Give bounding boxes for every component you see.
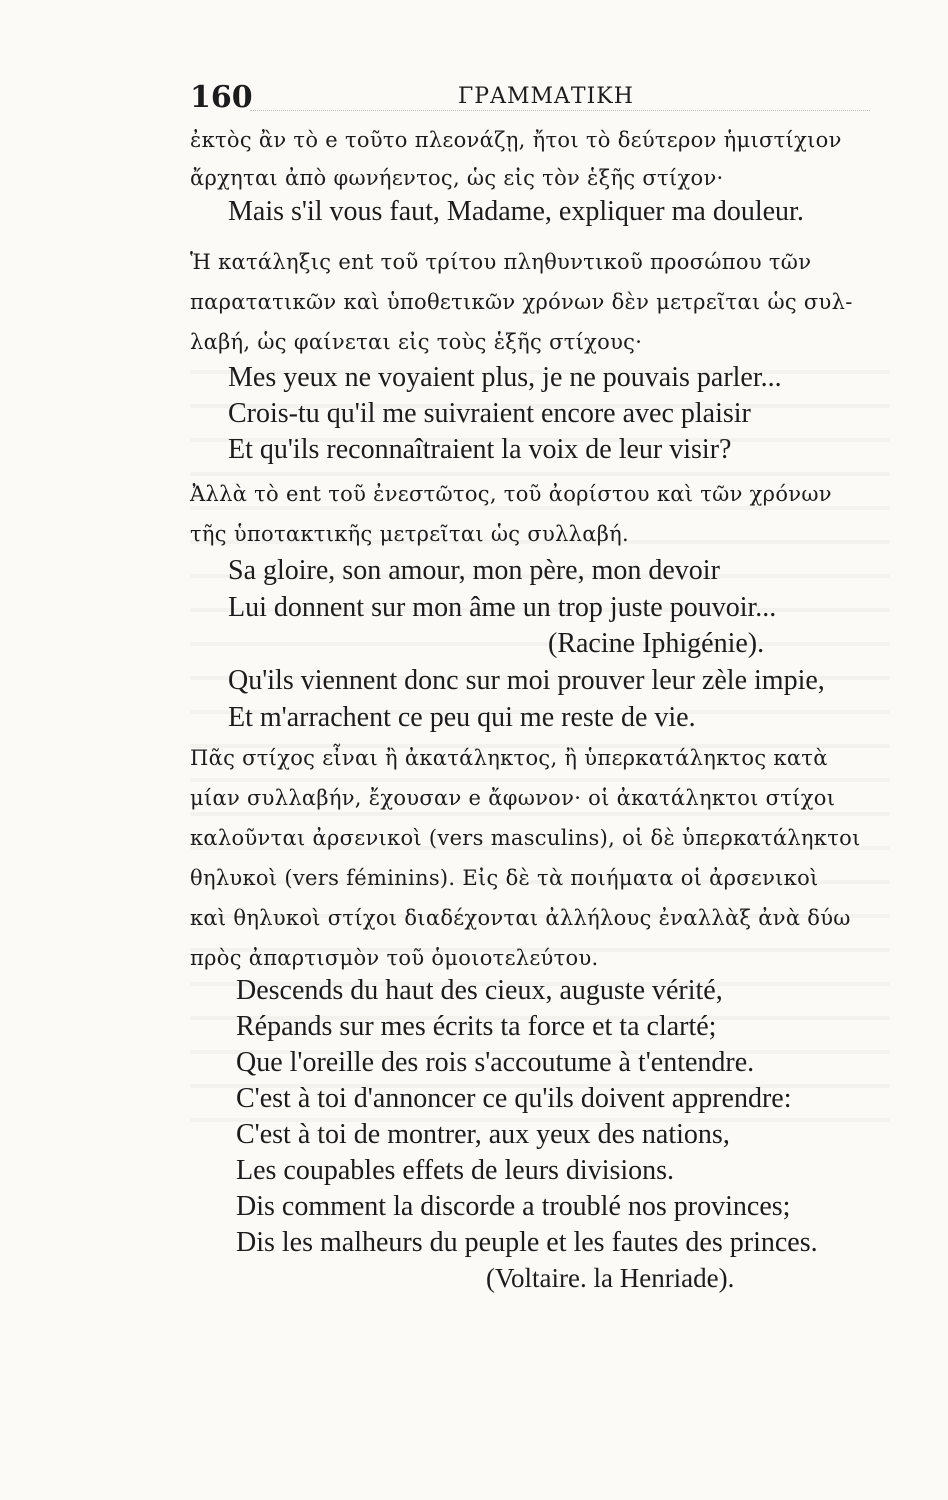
verse-line: Lui donnent sur mon âme un trop juste pouvoir... [228, 592, 777, 623]
page-number: 160 [190, 80, 253, 115]
greek-line: λαβή, ὡς φαίνεται εἰς τοὺς ἑξῆς στίχους· [190, 330, 643, 354]
verse-line: C'est à toi de montrer, aux yeux des nations, [236, 1119, 730, 1150]
verse-line: Dis les malheurs du peuple et les fautes des princes. [236, 1227, 818, 1258]
greek-line: Πᾶς στίχος εἶναι ἢ ἀκατάληκτος, ἢ ὑπερκατάληκτος κατὰ [190, 746, 828, 770]
greek-line: ἄρχηται ἀπὸ φωνήεντος, ὡς εἰς τὸν ἑξῆς στίχον· [190, 166, 724, 190]
verse-line: Qu'ils viennent donc sur moi prouver leur zèle impie, [228, 665, 825, 696]
verse-line: Et m'arrachent ce peu qui me reste de vie. [228, 702, 696, 733]
verse-line: Les coupables effets de leurs divisions. [236, 1155, 675, 1186]
greek-line: θηλυκοὶ (vers féminins). Εἰς δὲ τὰ ποιήματα οἱ ἀρσενικοὶ [190, 866, 819, 890]
verse-line: Crois-tu qu'il me suivraient encore avec plaisir [228, 398, 751, 429]
verse-line: Et qu'ils reconnaîtraient la voix de leur visir? [228, 434, 732, 465]
page-header [190, 80, 870, 115]
verse-line: C'est à toi d'annoncer ce qu'ils doivent apprendre: [236, 1083, 792, 1114]
greek-line: τῆς ὑποτακτικῆς μετρεῖται ὡς συλλαβή. [190, 522, 630, 546]
greek-line: Ἀλλὰ τὸ ent τοῦ ἐνεστῶτος, τοῦ ἀορίστου καὶ τῶν χρόνων [190, 482, 832, 506]
verse-line: Que l'oreille des rois s'accoutume à t'entendre. [236, 1047, 755, 1078]
verse-line: Répands sur mes écrits ta force et ta clarté; [236, 1011, 717, 1042]
greek-line: Ἡ κατάληξις ent τοῦ τρίτου πληθυντικοῦ προσώπου τῶν [190, 250, 812, 274]
citation: (Racine Iphigénie). [548, 628, 765, 659]
header-rule [250, 110, 870, 111]
citation: (Voltaire. la Henriade). [486, 1263, 735, 1293]
verse-line: Mes yeux ne voyaient plus, je ne pouvais parler... [228, 362, 782, 393]
running-title: ΓΡΑΜΜΑΤΙΚΗ [458, 84, 634, 109]
verse-line: Descends du haut des cieux, auguste vérité, [236, 975, 723, 1006]
greek-line: παρατατικῶν καὶ ὑποθετικῶν χρόνων δὲν μετρεῖται ὡς συλ- [190, 290, 853, 314]
greek-line: ἐκτὸς ἂν τὸ e τοῦτο πλεονάζῃ, ἤτοι τὸ δεύτερον ἡμιστίχιον [190, 128, 842, 152]
verse-line: Sa gloire, son amour, mon père, mon devoir [228, 555, 720, 586]
greek-line: καλοῦνται ἀρσενικοὶ (vers masculins), οἱ δὲ ὑπερκατάληκτοι [190, 826, 861, 850]
greek-line: πρὸς ἀπαρτισμὸν τοῦ ὁμοιοτελεύτου. [190, 946, 599, 970]
greek-line: καὶ θηλυκοὶ στίχοι διαδέχονται ἀλλήλους ἐναλλὰξ ἀνὰ δύω [190, 906, 851, 930]
verse-line: Dis comment la discorde a troublé nos provinces; [236, 1191, 791, 1222]
verse-line: Mais s'il vous faut, Madame, expliquer ma douleur. [228, 196, 804, 227]
greek-line: μίαν συλλαβήν, ἔχουσαν e ἄφωνον· οἱ ἀκατάληκτοι στίχοι [190, 786, 836, 810]
